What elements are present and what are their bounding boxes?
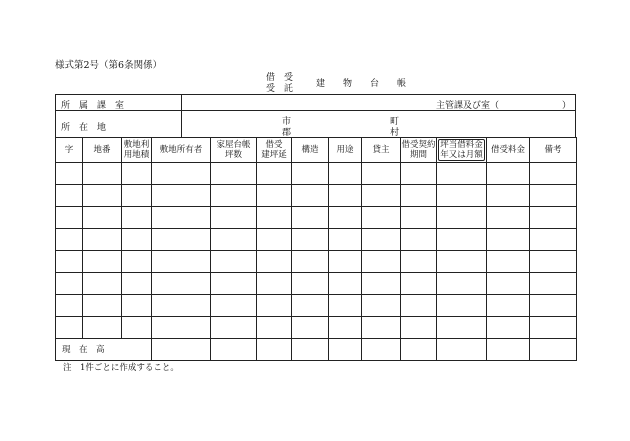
table-row <box>56 185 577 207</box>
table-cell[interactable] <box>211 317 257 339</box>
table-cell[interactable] <box>83 251 122 273</box>
col-keiyaku: 借受契約 期間 <box>401 138 437 163</box>
table-cell[interactable] <box>487 207 530 229</box>
table-cell[interactable] <box>329 317 362 339</box>
section-row <box>55 94 576 111</box>
table-cell[interactable] <box>83 273 122 295</box>
total-label: 現 在 高 <box>56 339 152 361</box>
location-city-top: 市 <box>282 117 292 127</box>
table-cell[interactable] <box>56 229 83 251</box>
title-prefix-top: 借 受 <box>266 73 294 83</box>
total-cell[interactable] <box>437 339 487 361</box>
location-town-top: 町 <box>390 117 400 127</box>
section-label: 所 属 課 室 <box>61 101 125 111</box>
total-cell[interactable] <box>211 339 257 361</box>
location-town-bottom: 村 <box>390 128 400 138</box>
table-cell[interactable] <box>211 229 257 251</box>
table-cell[interactable] <box>122 229 152 251</box>
table-cell[interactable] <box>362 273 401 295</box>
table-cell[interactable] <box>56 163 83 185</box>
table-row <box>56 295 577 317</box>
table-row <box>56 273 577 295</box>
table-cell[interactable] <box>437 163 487 185</box>
table-cell[interactable] <box>437 251 487 273</box>
table-cell[interactable] <box>83 229 122 251</box>
total-cell[interactable] <box>292 339 329 361</box>
col-biko: 備考 <box>530 138 577 163</box>
table-cell[interactable] <box>257 295 292 317</box>
table-cell[interactable] <box>257 163 292 185</box>
table-row <box>56 251 577 273</box>
table-cell[interactable] <box>292 163 329 185</box>
table-cell[interactable] <box>56 295 83 317</box>
table-cell[interactable] <box>83 163 122 185</box>
footnote: 注 1件ごとに作成すること。 <box>63 363 179 373</box>
col-shikichi: 敷地利 用地積 <box>122 138 152 163</box>
table-cell[interactable] <box>83 317 122 339</box>
table-cell[interactable] <box>401 163 437 185</box>
table-cell[interactable] <box>530 185 577 207</box>
col-ryokin: 借受料金 <box>487 138 530 163</box>
title-prefix-bottom: 受 託 <box>266 84 294 94</box>
table-cell[interactable] <box>362 229 401 251</box>
location-row <box>55 110 576 138</box>
table-cell[interactable] <box>487 273 530 295</box>
total-cell[interactable] <box>401 339 437 361</box>
table-cell[interactable] <box>211 251 257 273</box>
col-kaoku: 家屋台帳 坪数 <box>211 138 257 163</box>
table-cell[interactable] <box>257 207 292 229</box>
table-cell[interactable] <box>257 185 292 207</box>
location-label: 所 在 地 <box>61 123 107 133</box>
table-cell[interactable] <box>83 207 122 229</box>
table-cell[interactable] <box>362 251 401 273</box>
table-cell[interactable] <box>122 317 152 339</box>
table-cell[interactable] <box>122 163 152 185</box>
table-cell[interactable] <box>437 317 487 339</box>
table-cell[interactable] <box>487 317 530 339</box>
total-cell[interactable] <box>362 339 401 361</box>
table-cell[interactable] <box>122 273 152 295</box>
table-cell[interactable] <box>211 295 257 317</box>
table-cell[interactable] <box>362 295 401 317</box>
table-cell[interactable] <box>530 163 577 185</box>
document-title: 建 物 台 帳 <box>316 79 407 89</box>
table-cell[interactable] <box>152 185 211 207</box>
table-cell[interactable] <box>122 251 152 273</box>
table-cell[interactable] <box>362 163 401 185</box>
table-row <box>56 317 577 339</box>
col-chiban: 地番 <box>83 138 122 163</box>
col-kashinushi: 貸主 <box>362 138 401 163</box>
table-cell[interactable] <box>530 295 577 317</box>
col-karitake: 借受 建坪延 <box>257 138 292 163</box>
table-cell[interactable] <box>437 185 487 207</box>
table-cell[interactable] <box>329 273 362 295</box>
table-cell[interactable] <box>257 251 292 273</box>
table-cell[interactable] <box>211 207 257 229</box>
table-cell[interactable] <box>211 163 257 185</box>
table-cell[interactable] <box>401 251 437 273</box>
table-cell[interactable] <box>56 185 83 207</box>
col-kozo: 構造 <box>292 138 329 163</box>
table-cell[interactable] <box>83 185 122 207</box>
table-cell[interactable] <box>152 317 211 339</box>
section-value: 主管課及び室（ ） <box>435 101 571 111</box>
location-divider <box>181 111 182 137</box>
col-aza: 字 <box>56 138 83 163</box>
table-cell[interactable] <box>530 229 577 251</box>
table-cell[interactable] <box>152 251 211 273</box>
table-cell[interactable] <box>487 229 530 251</box>
table-cell[interactable] <box>56 273 83 295</box>
table-cell[interactable] <box>83 295 122 317</box>
table-cell[interactable] <box>530 317 577 339</box>
table-cell[interactable] <box>122 185 152 207</box>
table-cell[interactable] <box>437 295 487 317</box>
form-number-label: 様式第2号（第6条関係） <box>55 60 163 71</box>
table-cell[interactable] <box>56 317 83 339</box>
table-cell[interactable] <box>437 207 487 229</box>
table-cell[interactable] <box>530 273 577 295</box>
table-cell[interactable] <box>329 207 362 229</box>
table-cell[interactable] <box>487 295 530 317</box>
table-cell[interactable] <box>257 229 292 251</box>
section-divider <box>181 95 182 110</box>
table-cell[interactable] <box>437 229 487 251</box>
table-cell[interactable] <box>329 251 362 273</box>
table-cell[interactable] <box>401 207 437 229</box>
location-city-bottom: 郡 <box>282 128 292 138</box>
table-cell[interactable] <box>152 207 211 229</box>
table-cell[interactable] <box>122 295 152 317</box>
table-cell[interactable] <box>292 251 329 273</box>
total-cell[interactable] <box>487 339 530 361</box>
table-cell[interactable] <box>292 185 329 207</box>
table-cell[interactable] <box>362 317 401 339</box>
total-cell[interactable] <box>152 339 211 361</box>
table-cell[interactable] <box>122 207 152 229</box>
table-cell[interactable] <box>152 295 211 317</box>
table-cell[interactable] <box>487 185 530 207</box>
table-cell[interactable] <box>362 207 401 229</box>
table-cell[interactable] <box>401 273 437 295</box>
table-cell[interactable] <box>152 163 211 185</box>
table-cell[interactable] <box>211 273 257 295</box>
table-cell[interactable] <box>530 207 577 229</box>
table-cell[interactable] <box>292 229 329 251</box>
table-cell[interactable] <box>292 295 329 317</box>
col-tsubo: 坪当借料金 年又は月額 <box>437 138 487 163</box>
table-cell[interactable] <box>487 251 530 273</box>
total-cell[interactable] <box>329 339 362 361</box>
total-row <box>56 339 577 361</box>
table-cell[interactable] <box>329 295 362 317</box>
col-owner: 敷地所有者 <box>152 138 211 163</box>
table-cell[interactable] <box>152 273 211 295</box>
table-row <box>56 207 577 229</box>
table-cell[interactable] <box>329 163 362 185</box>
table-cell[interactable] <box>362 185 401 207</box>
table-cell[interactable] <box>401 317 437 339</box>
total-cell[interactable] <box>530 339 577 361</box>
table-cell[interactable] <box>292 273 329 295</box>
total-cell[interactable] <box>257 339 292 361</box>
table-cell[interactable] <box>152 229 211 251</box>
table-cell[interactable] <box>401 295 437 317</box>
ledger-table <box>55 137 577 361</box>
table-row <box>56 163 577 185</box>
col-yoto: 用途 <box>329 138 362 163</box>
table-cell[interactable] <box>401 229 437 251</box>
table-cell[interactable] <box>487 163 530 185</box>
table-cell[interactable] <box>211 185 257 207</box>
table-row <box>56 229 577 251</box>
table-cell[interactable] <box>292 317 329 339</box>
table-cell[interactable] <box>530 251 577 273</box>
table-header-row <box>56 138 577 163</box>
table-cell[interactable] <box>401 185 437 207</box>
table-cell[interactable] <box>257 317 292 339</box>
table-cell[interactable] <box>329 229 362 251</box>
table-cell[interactable] <box>437 273 487 295</box>
table-cell[interactable] <box>56 207 83 229</box>
table-cell[interactable] <box>257 273 292 295</box>
table-cell[interactable] <box>56 251 83 273</box>
table-cell[interactable] <box>329 185 362 207</box>
table-cell[interactable] <box>292 207 329 229</box>
